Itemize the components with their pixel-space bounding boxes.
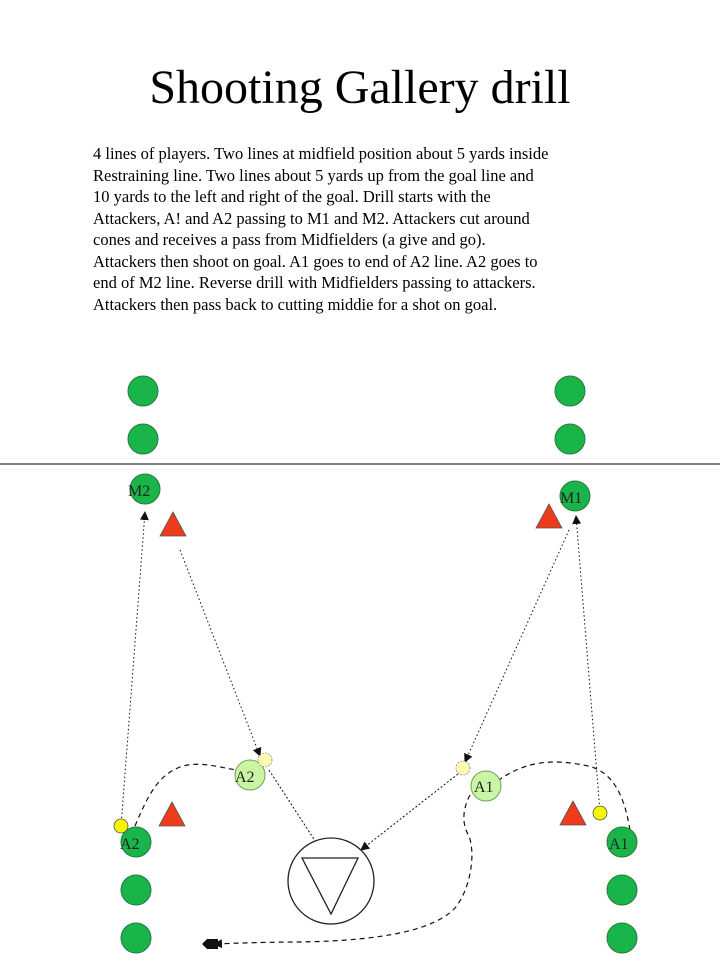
shot-a2-to-goal-line [269,770,321,850]
player-a2-line [121,875,151,905]
description-line: Attackers then pass back to cutting middie for a shot on goal. [93,294,498,314]
ball-a1 [593,806,607,820]
ball-pending-a1 [456,761,470,775]
player-m2-line [128,424,158,454]
description-line: cones and receives a pass from Midfielders (a give and go). [93,230,486,249]
pass-m1-to-a1-line [465,530,569,762]
player-a2-line [121,923,151,953]
description-line: 10 yards to the left and right of the goal. Drill starts with the [93,187,491,206]
cone-icon [536,504,562,528]
ball-pending-a2 [258,753,272,767]
description-line: Restraining line. Two lines about 5 yards up from the goal line and [93,165,534,185]
cone-icon [159,802,185,826]
goal [288,838,374,924]
cut-path-a2 [135,764,248,826]
pass-a2-to-m2-line [121,512,145,826]
label-m1: M1 [560,490,583,507]
label-a2-cut: A2 [235,769,255,786]
line-end-arrow-icon [202,939,218,949]
description-line: end of M2 line. Reverse drill with Midfielders passing to attackers. [93,273,536,292]
description-line: Attackers then shoot on goal. A1 goes to end of A2 line. A2 goes to [93,251,538,271]
label-a1-line: A1 [609,836,629,853]
pass-m2-to-a2-line [180,550,260,756]
ball-a2 [114,819,128,833]
player-a1-line [607,923,637,953]
cone-icon [160,512,186,536]
description-line: Attackers, A! and A2 passing to M1 and M2. Attackers cut around [93,208,530,228]
drill-title: Shooting Gallery drill [149,61,571,114]
player-m2-line [128,376,158,406]
shot-a1-to-goal-line [361,774,458,850]
label-a2-line: A2 [120,836,140,853]
description-line: 4 lines of players. Two lines at midfield position about 5 yards inside [93,144,549,163]
cone-icon [560,801,586,825]
pass-a1-to-m1-line [576,516,600,812]
label-a1-cut: A1 [474,779,494,796]
player-m1-line [555,424,585,454]
player-a1-line [607,875,637,905]
label-m2: M2 [128,483,151,500]
player-m1-line [555,376,585,406]
